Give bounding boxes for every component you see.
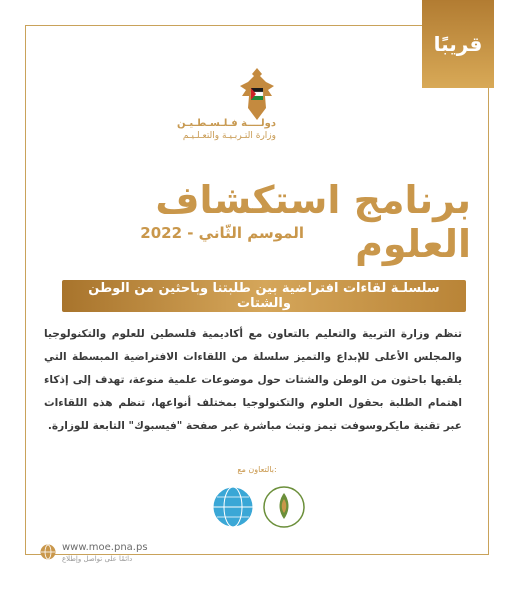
series-ribbon-text: سلسلـة لقاءات افتراضية بين طلبتنا وباحثين من الوطن والشتات bbox=[88, 281, 440, 311]
program-title: برنامج استكشاف العلوم bbox=[155, 178, 471, 266]
footer-tagline: دائمًا على تواصل وإطلاع bbox=[62, 555, 133, 563]
coming-soon-label: قريبًا bbox=[433, 32, 483, 56]
coming-soon-badge bbox=[422, 0, 494, 88]
website-link[interactable]: www.moe.pna.ps bbox=[62, 542, 148, 553]
ministry-line-1: دولــــة فـلـسـطـيـن bbox=[176, 118, 276, 129]
collaboration-label: بالتعاون مع: bbox=[237, 465, 277, 474]
ministry-line-2: وزارة التـربـيـة والتعـلـيـم bbox=[182, 131, 276, 141]
ministry-name bbox=[177, 117, 276, 143]
description-paragraph: تنظم وزارة التربية والتعليم بالتعاون مع أكاديمية فلسطين للعلوم والتكنولوجيا والمجلس الأعلى للإبداع والتميز سلسلة من اللقاءات الافتراضية المبسطة التي يلقيها باحثون من الوطن والشتات حول موضوعات علمية منوعة، تهدف إلى إذكاء اهتمام الطلبة بحقول العلوم والتكنولوجيا بمختلف أنواعها، تنظم هذه اللقاءات عبر تقنية مايكروسوفت تيمز وتبث مباشرة عبر صفحة "فيسبوك" التابعة للوزارة. bbox=[44, 328, 462, 432]
globe-icon bbox=[40, 544, 56, 560]
season-subtitle: الموسم الثّاني - 2022 bbox=[140, 224, 304, 242]
council-creativity-logo-icon bbox=[262, 485, 306, 529]
academy-globe-logo-icon bbox=[211, 485, 255, 529]
series-ribbon bbox=[62, 280, 466, 312]
palestine-eagle-emblem-icon bbox=[236, 64, 278, 124]
